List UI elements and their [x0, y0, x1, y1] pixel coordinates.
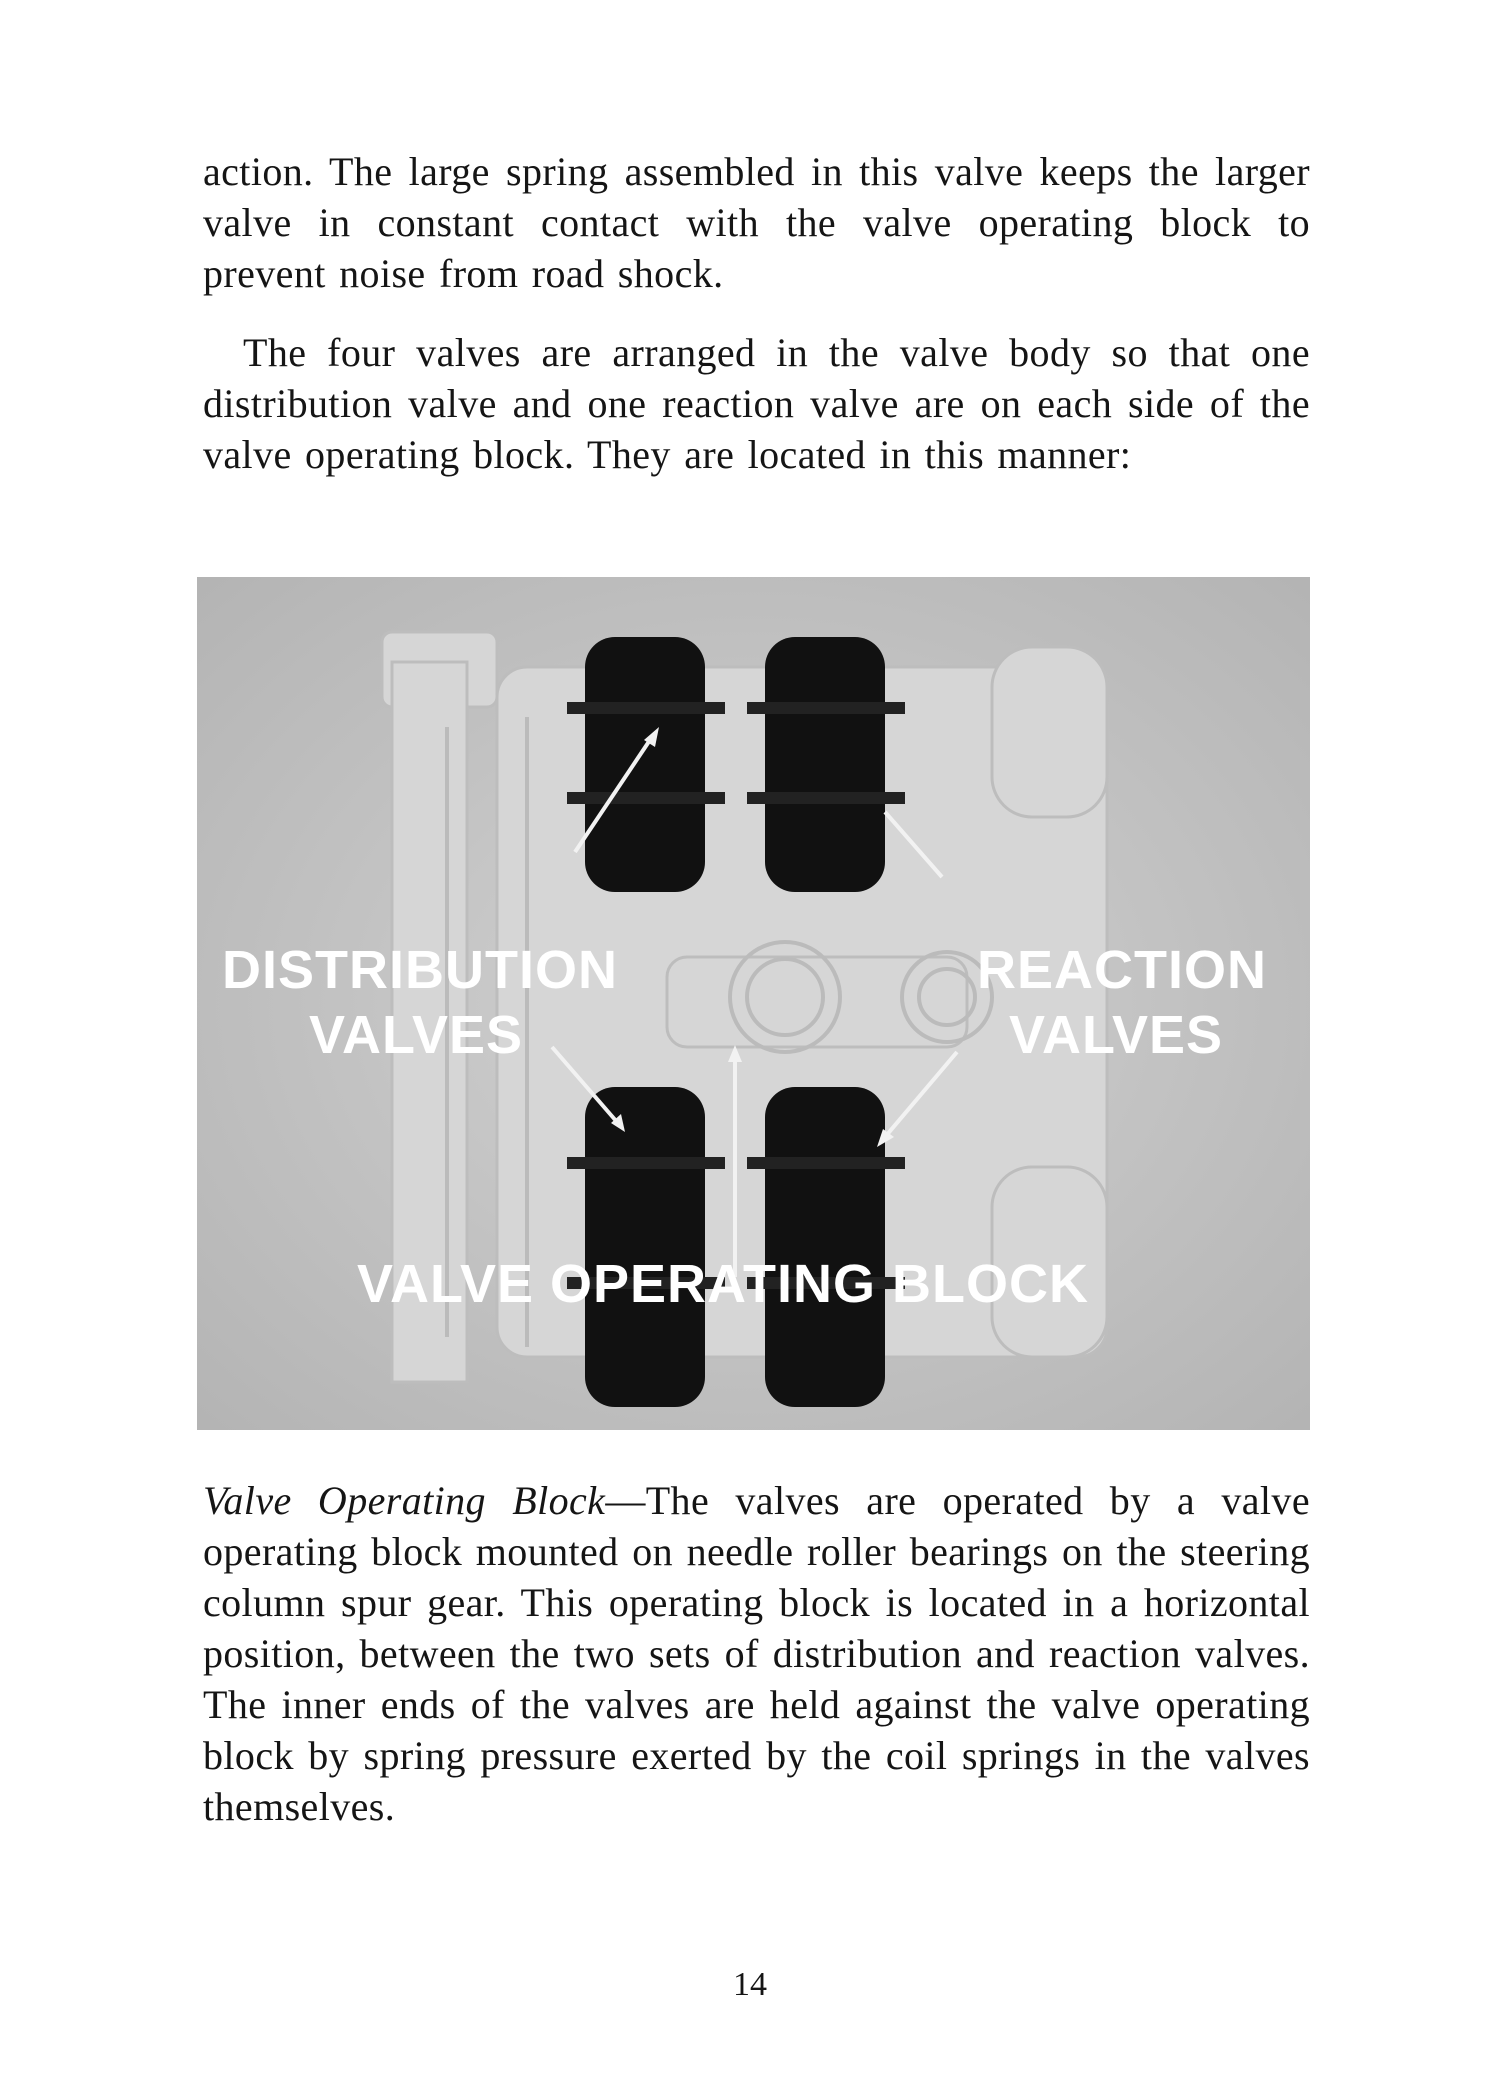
paragraph-3 [203, 1475, 1310, 1832]
label-operating-block: VALVE OPERATING BLOCK [357, 1254, 1090, 1314]
distribution-valve-lower [567, 1087, 725, 1407]
paragraph-3-body: —The valves are operated by a valve operating block mounted on needle roller bearings on the steering column spur gear. This operating block is located in a horizontal position, between the two sets of distribution and reaction valves. The inner ends of the valves are held against the valve operating block by spring pressure exerted by the coil springs in the valves themselves. [203, 1478, 1310, 1829]
page-number: 14 [733, 1966, 767, 2003]
label-distribution-line1: DISTRIBUTION [222, 940, 618, 1000]
label-distribution-line2: VALVES [309, 1005, 524, 1065]
paragraph-2: The four valves are arranged in the valve body so that one distribution valve and one reaction valve are on each side of the valve operating block. They are located in this manner: [203, 330, 1310, 477]
paragraph-1: action. The large spring assembled in this valve keeps the larger valve in constant contact with the valve operating block to prevent noise from road shock. [203, 149, 1310, 296]
label-reaction-line1: REACTION [977, 940, 1267, 1000]
reaction-valve-upper [747, 637, 905, 892]
distribution-valve-upper [567, 637, 725, 892]
run-in-heading: Valve Operating Block [203, 1478, 606, 1523]
valve-diagram-photo [197, 577, 1310, 1430]
label-reaction-line2: VALVES [1009, 1005, 1224, 1065]
